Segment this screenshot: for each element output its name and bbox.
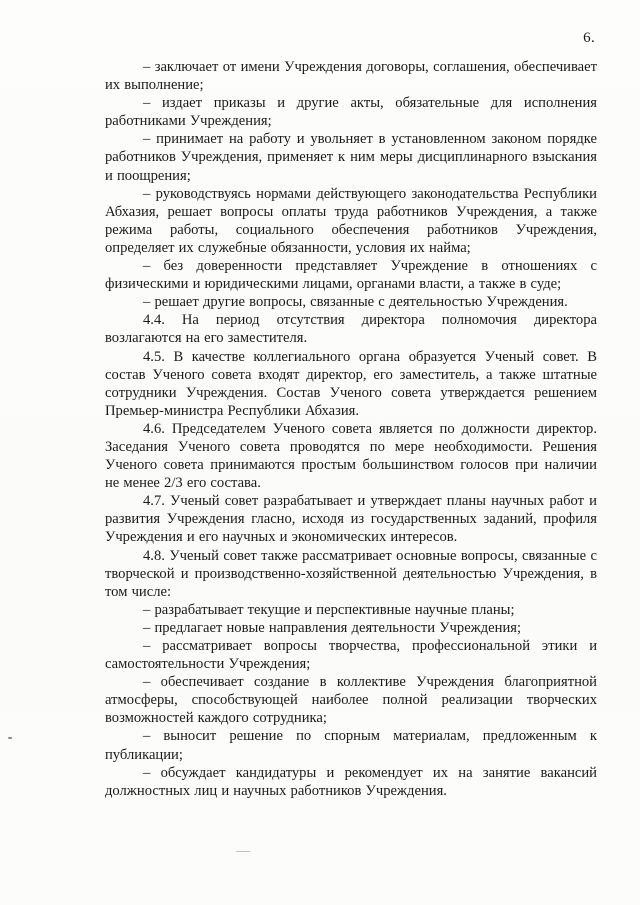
scan-artifact-dash [236, 851, 250, 852]
paragraph: – принимает на работу и увольняет в установленном законом порядке работников Учреждения, применяет к ним меры дисциплинарного взыскания и поощрения; [105, 131, 597, 184]
paragraph: – без доверенности представляет Учреждение в отношениях с физическими и юридическими лицами, органами власти, а также в суде; [105, 258, 597, 293]
paragraph: – выносит решение по спорным материалам, предложенным к публикации; [105, 728, 597, 763]
paragraph: – издает приказы и другие акты, обязательные для исполнения работниками Учреждения; [105, 95, 597, 130]
paragraph: – обеспечивает создание в коллективе Учреждения благоприятной атмосферы, способствующей наиболее полной реализации творческих возможностей каждого сотрудника; [105, 674, 597, 727]
paragraph: – решает другие вопросы, связанные с деятельностью Учреждения. [143, 294, 568, 311]
paragraph: – рассматривает вопросы творчества, профессиональной этики и самостоятельности Учреждения; [105, 638, 597, 673]
paragraph: 4.8. Ученый совет также рассматривает основные вопросы, связанные с творческой и производственно-хозяйственной деятельностью Учреждения, в том числе: [105, 547, 597, 600]
paragraph: – руководствуясь нормами действующего законодательства Республики Абхазия, решает вопросы оплаты труда работников Учреждения, а также режима работы, социального обеспечения работников Учреждения, определяет их служебные обязанности, условия их найма; [105, 185, 597, 256]
page-number: 6. [583, 30, 595, 46]
text-block [105, 58, 597, 800]
paragraph: – заключает от имени Учреждения договоры, соглашения, обеспечивает их выполнение; [105, 59, 597, 94]
paragraph: 4.5. В качестве коллегиального органа образуется Ученый совет. В состав Ученого совета входят директор, его заместитель, а также штатные сотрудники Учреждения. Состав Ученого совета утверждается решением Премьер-министра Республики Абхазия. [105, 348, 597, 419]
paragraph: 4.4. На период отсутствия директора полномочия директора возлагаются на его заместителя. [105, 312, 597, 347]
paragraph: 4.6. Председателем Ученого совета является по должности директор. Заседания Ученого совета проводятся по мере необходимости. Решения Ученого совета принимаются простым большинством голосов при наличии не менее 2/3 его состава. [105, 420, 597, 492]
paragraph: 4.7. Ученый совет разрабатывает и утверждает планы научных работ и развития Учреждения гласно, исходя из государственных заданий, профиля Учреждения и его научных и экономических интересов. [105, 493, 597, 546]
paragraph: – обсуждает кандидатуры и рекомендует их на занятие вакансий должностных лиц и научных работников Учреждения. [105, 764, 597, 799]
paragraph: – разрабатывает текущие и перспективные научные планы; [143, 601, 515, 618]
paragraph: – предлагает новые направления деятельности Учреждения; [143, 619, 522, 636]
scan-artifact-dot [8, 737, 12, 739]
